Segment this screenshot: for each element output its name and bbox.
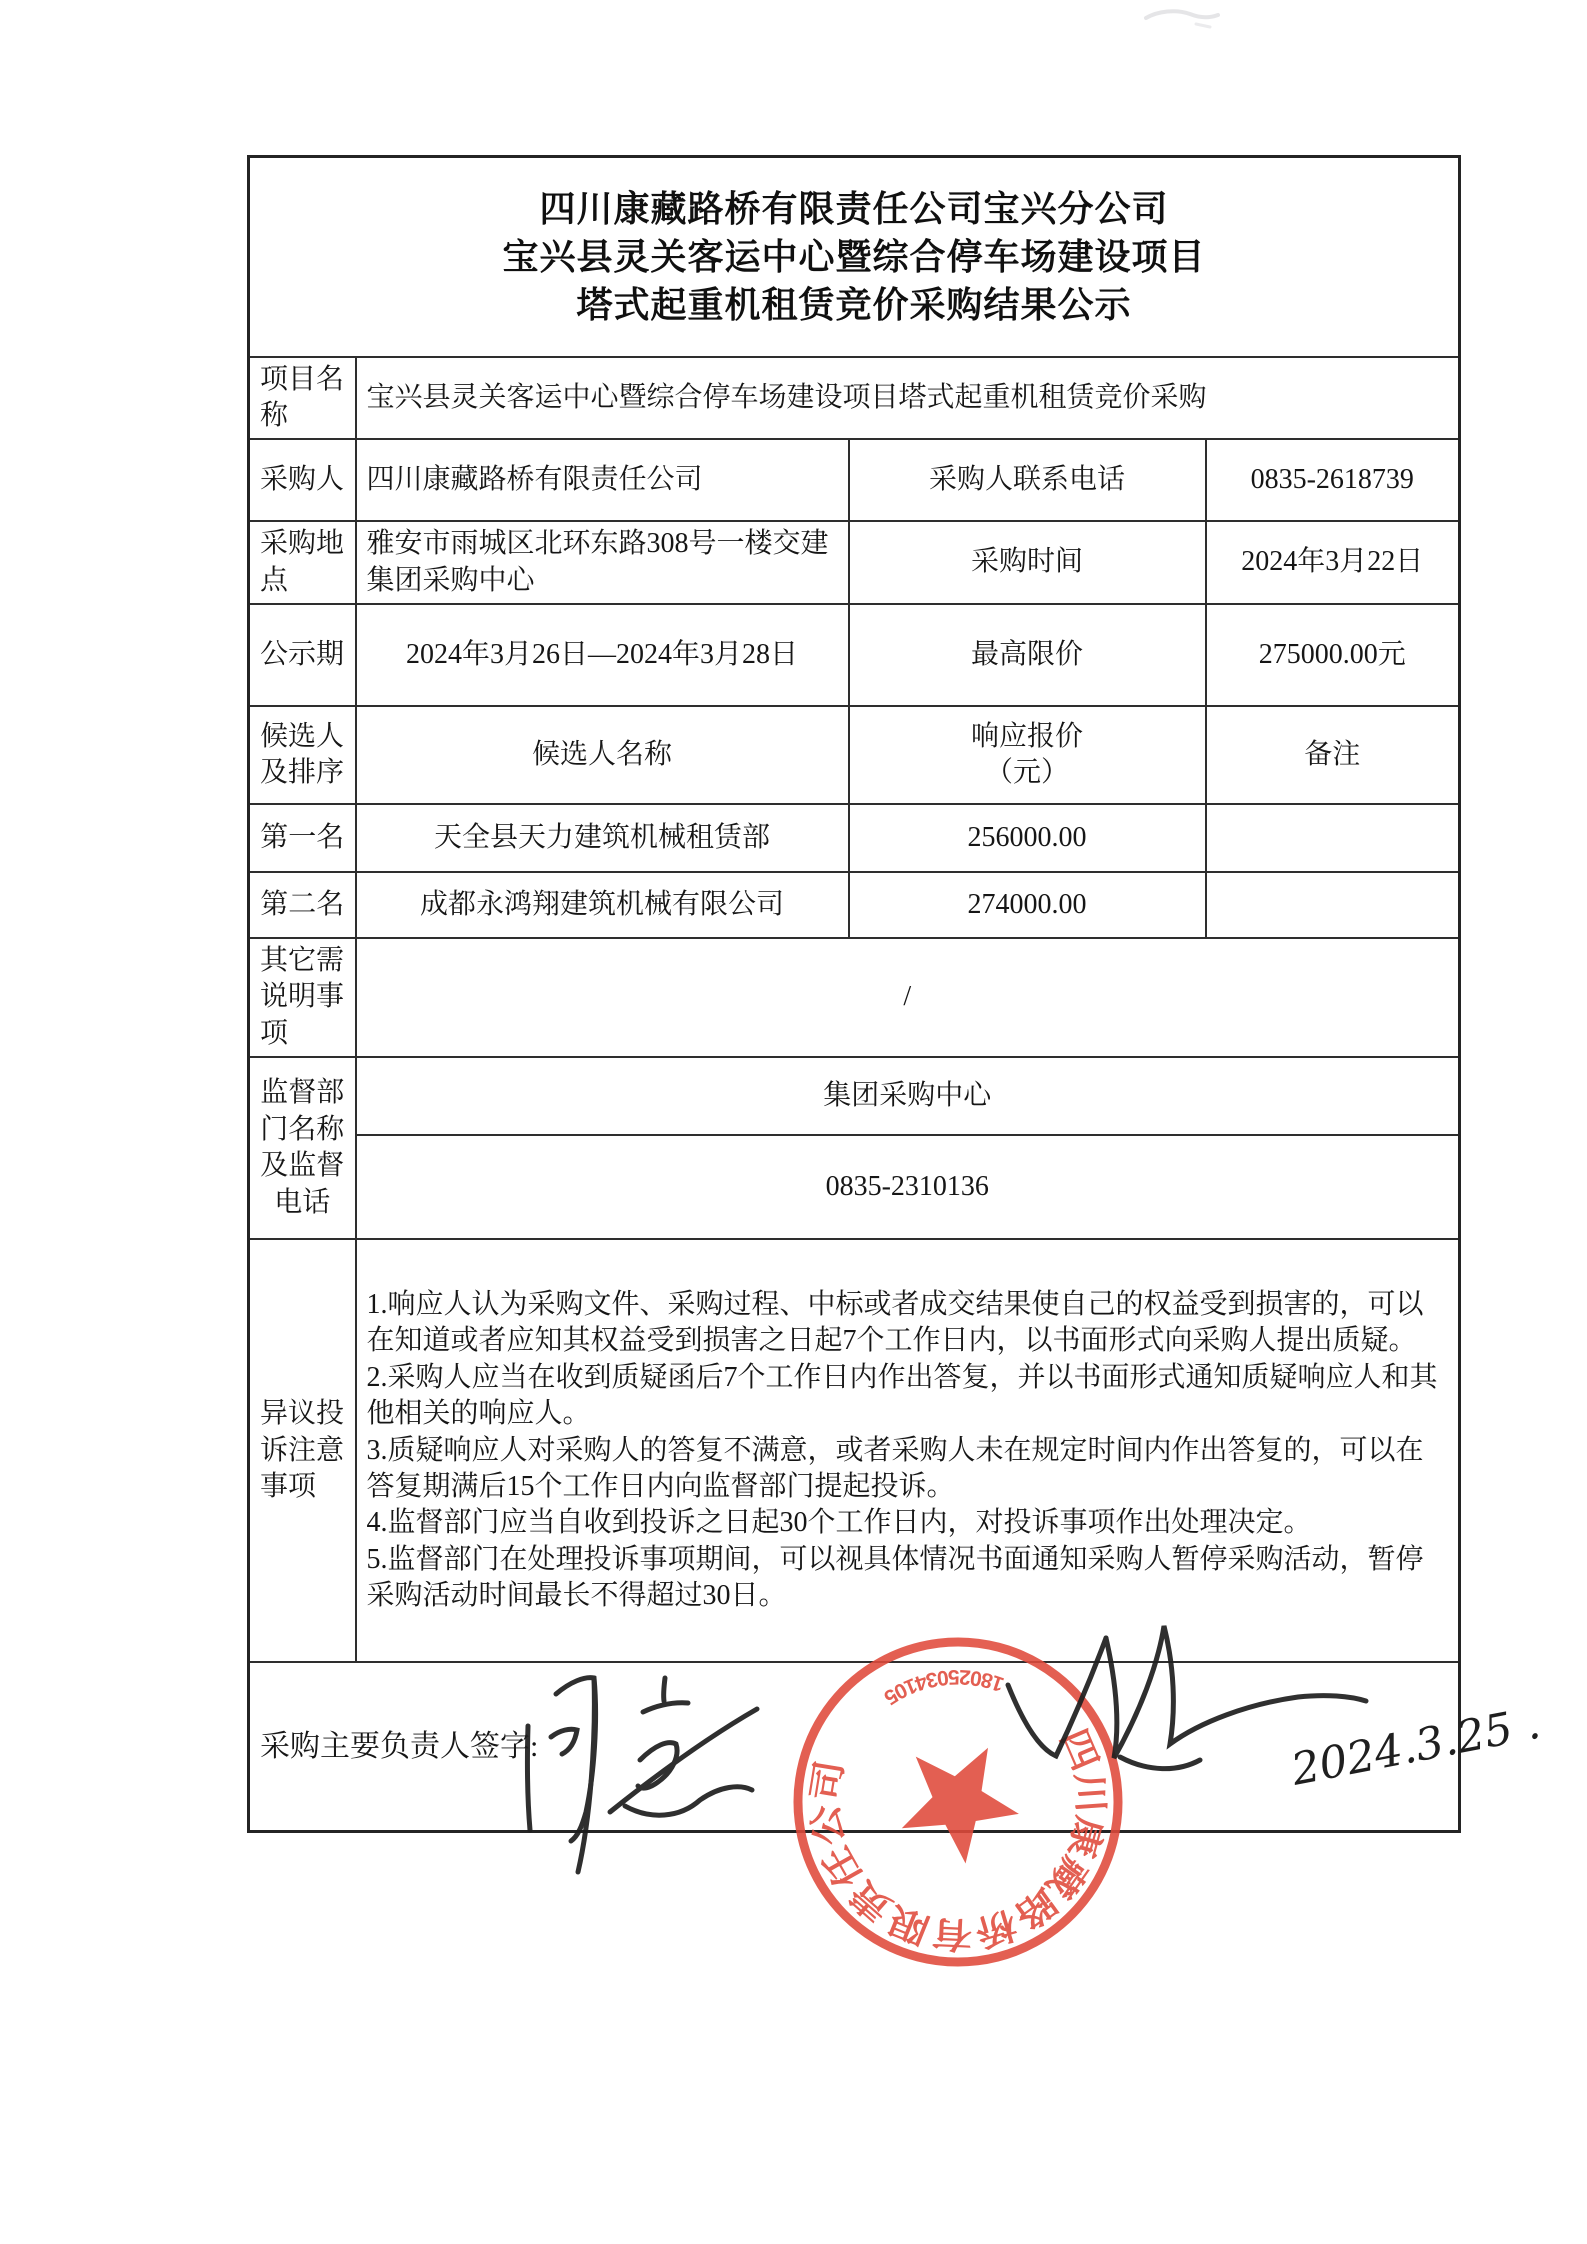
rank1-bid: 256000.00 <box>849 804 1206 872</box>
supervision-phone: 0835-2310136 <box>356 1135 1460 1239</box>
purchaser-phone-label: 采购人联系电话 <box>849 439 1206 521</box>
rank2-label: 第二名 <box>249 872 356 938</box>
notice-item-5: 5.监督部门在处理投诉事项期间，可以视具体情况书面通知采购人暂停采购活动，暂停采购活动时间最长不得超过30日。 <box>366 1543 1424 1612</box>
notice-label: 异议投诉注意事项 <box>249 1239 356 1662</box>
signature-label: 采购主要负责人签字: <box>260 1729 539 1763</box>
table-row-project <box>249 357 1460 440</box>
project-name-label: 项目名称 <box>249 357 356 440</box>
candidate-name-header: 候选人名称 <box>356 706 849 804</box>
rank1-name: 天全县天力建筑机械租赁部 <box>356 804 849 872</box>
other-notes-value: / <box>356 938 1460 1057</box>
document-title-line1: 四川康藏路桥有限责任公司宝兴分公司 <box>539 187 1169 229</box>
publicity-value: 2024年3月26日—2024年3月28日 <box>356 604 849 706</box>
table-row-signature <box>249 1662 1460 1831</box>
bid-header-line2: （元） <box>984 757 1069 789</box>
table-row-notice <box>249 1239 1460 1662</box>
location-value: 雅安市雨城区北环东路308号一楼交建集团采购中心 <box>356 521 849 604</box>
rank2-bid: 274000.00 <box>849 872 1206 938</box>
other-notes-label: 其它需说明事项 <box>249 938 356 1057</box>
document-title-block <box>249 157 1460 357</box>
table-row-other <box>249 938 1460 1057</box>
notice-list <box>356 1239 1460 1662</box>
seal-company-name: 四川康藏路桥有限责任公司 <box>803 1723 1112 1956</box>
table-row-candidates-header <box>249 706 1460 804</box>
max-price-value: 275000.00元 <box>1206 604 1460 706</box>
supervision-department: 集团采购中心 <box>356 1057 1460 1135</box>
document-title-line3: 塔式起重机租赁竞价采购结果公示 <box>576 283 1132 325</box>
purchase-time-label: 采购时间 <box>849 521 1206 604</box>
rank1-remark <box>1206 804 1460 872</box>
notice-item-2: 2.采购人应当在收到质疑函后7个工作日内作出答复，并以书面形式通知质疑响应人和其他相关的响应人。 <box>366 1361 1438 1430</box>
notice-item-3: 3.质疑响应人对采购人的答复不满意，或者采购人未在规定时间内作出答复的，可以在答复期满后15个工作日内向监督部门提起投诉。 <box>366 1434 1424 1502</box>
max-price-label: 最高限价 <box>849 604 1206 706</box>
supervision-label: 监督部门名称及监督电话 <box>249 1057 356 1239</box>
notice-item-1: 1.响应人认为采购文件、采购过程、中标或者成交结果使自己的权益受到损害的，可以在知道或者应知其权益受到损害之日起7个工作日内，以书面形式向采购人提出质疑。 <box>366 1288 1424 1357</box>
procurement-result-table <box>247 155 1461 1833</box>
project-name-value: 宝兴县灵关客运中心暨综合停车场建设项目塔式起重机租赁竞价采购 <box>356 357 1460 440</box>
table-row-publicity <box>249 604 1460 706</box>
table-row-purchaser <box>249 439 1460 521</box>
table-row-supervision-phone <box>249 1135 1460 1239</box>
location-label: 采购地点 <box>249 521 356 604</box>
rank2-remark <box>1206 872 1460 938</box>
document-title-line2: 宝兴县灵关客运中心暨综合停车场建设项目 <box>502 235 1206 277</box>
purchaser-phone-value: 0835-2618739 <box>1206 439 1460 521</box>
notice-item-4: 4.监督部门应当自收到投诉之日起30个工作日内，对投诉事项作出处理决定。 <box>366 1507 1312 1539</box>
purchase-time-value: 2024年3月22日 <box>1206 521 1460 604</box>
handwritten-date: 2024.3.25 . <box>1287 1697 1545 1796</box>
rank1-label: 第一名 <box>249 804 356 872</box>
purchaser-label: 采购人 <box>249 439 356 521</box>
table-row-candidate-2 <box>249 872 1460 938</box>
publicity-label: 公示期 <box>249 604 356 706</box>
remark-header: 备注 <box>1206 706 1460 804</box>
seal-registration-number: 18025034105 <box>879 1665 1007 1710</box>
purchaser-value: 四川康藏路桥有限责任公司 <box>356 439 849 521</box>
table-row-location <box>249 521 1460 604</box>
signature-row-cell <box>249 1662 1460 1831</box>
table-row-candidate-1 <box>249 804 1460 872</box>
rank2-name: 成都永鸿翔建筑机械有限公司 <box>356 872 849 938</box>
candidates-label: 候选人及排序 <box>249 706 356 804</box>
table-row-title <box>249 157 1460 357</box>
scan-artifact-smudge <box>1146 11 1218 27</box>
bid-header-line1: 响应报价 <box>970 720 1083 752</box>
bid-header <box>849 706 1206 804</box>
table-row-supervision-dept <box>249 1057 1460 1135</box>
